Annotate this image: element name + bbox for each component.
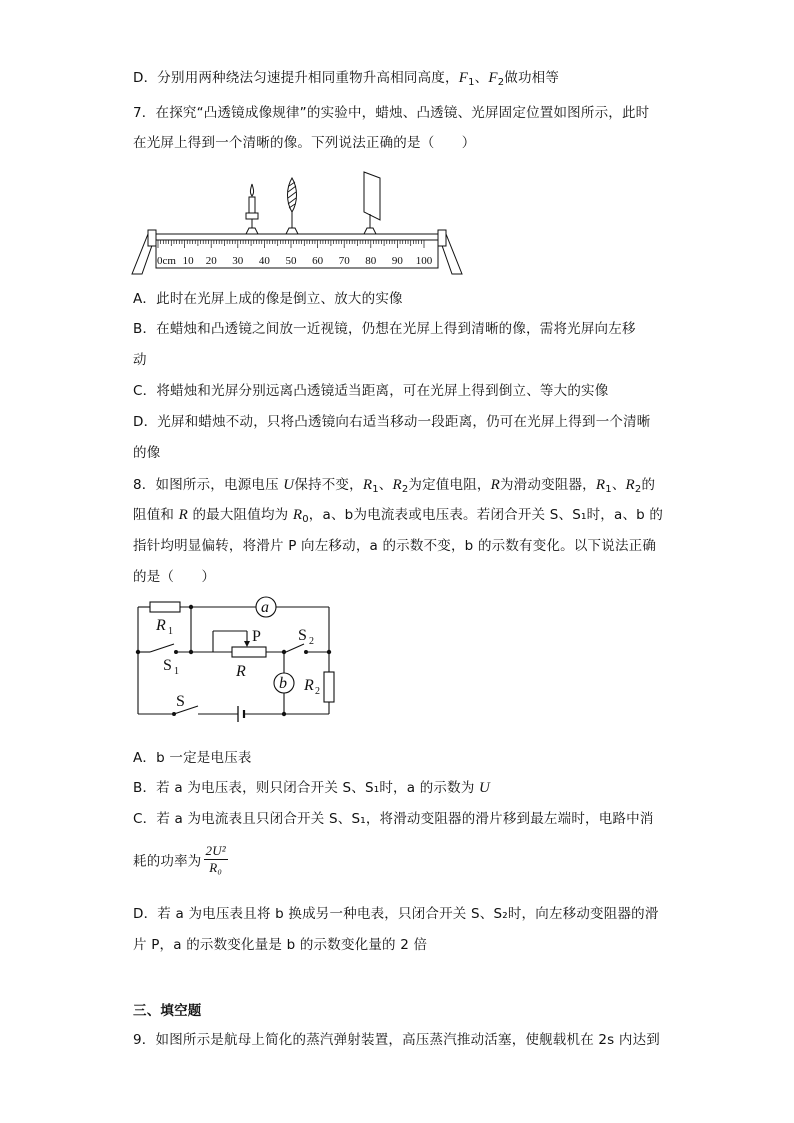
q7-option-c: C．将蜡烛和光屏分别远离凸透镜适当距离，可在光屏上得到倒立、等大的实像 [133, 383, 609, 399]
optical-bench-figure [128, 170, 468, 278]
q8-stem-line2: 阻值和 R 的最大阻值均为 $R_0$，a、b为电流表或电压表。若闭合开关 S、S₁时，a、b 的 [133, 507, 664, 525]
q8-stem-line1: 8．如图所示，电源电压 U保持不变，$R_1$、$R_2$为定值电阻，R为滑动变阻器，$R_1$、$R_2$的 [133, 477, 656, 495]
q7-stem-line1: 7．在探究“凸透镜成像规律”的实验中，蜡烛、凸透镜、光屏固定位置如图所示，此时 [133, 105, 650, 121]
label-r: R [236, 663, 246, 680]
candle [246, 184, 258, 234]
label-s: S [176, 693, 185, 710]
scale-tick-label: 60 [312, 255, 324, 267]
q7-option-b-line1: B．在蜡烛和凸透镜之间放一近视镜，仍想在光屏上得到清晰的像，需将光屏向左移 [133, 321, 636, 337]
label-r2-sub: 2 [315, 686, 320, 697]
label-s2-sub: 2 [309, 636, 314, 647]
scale-tick-label: 10 [182, 255, 194, 267]
convex-lens [286, 178, 298, 234]
label-r2: R [304, 677, 314, 694]
scale-tick-label: 100 [415, 255, 433, 267]
label-s2: S [298, 627, 307, 644]
circuit-diagram [128, 590, 348, 726]
scale-tick-label: 30 [232, 255, 244, 267]
scale-tick-label: 90 [391, 255, 403, 267]
q8-stem-line4: 的是（ ） [133, 569, 216, 585]
scale-tick-label: 70 [338, 255, 350, 267]
scale-tick-label: 80 [365, 255, 377, 267]
scale-origin-label: 0cm [157, 255, 176, 267]
label-p: P [252, 628, 261, 645]
q8-stem-line3: 指针均明显偏转，将滑片 P 向左移动，a 的示数不变，b 的示数有变化。以下说法正确 [133, 538, 657, 554]
scale-tick-label: 40 [258, 255, 270, 267]
meter-a-label: a [261, 599, 269, 616]
meter-b-label: b [279, 675, 287, 692]
q9-stem-line1: 9．如图所示是航母上简化的蒸汽弹射装置，高压蒸汽推动活塞，使舰载机在 2s 内达到 [133, 1032, 660, 1048]
q8-option-d-line2: 片 P，a 的示数变化量是 b 的示数变化量的 2 倍 [133, 937, 428, 953]
label-r1: R [156, 617, 166, 634]
label-s1: S [163, 657, 172, 674]
section-heading: 三、填空题 [133, 1003, 202, 1019]
q7-stem-line2: 在光屏上得到一个清晰的像。下列说法正确的是（ ） [133, 135, 476, 151]
q6-option-d: D．分别用两种绕法匀速提升相同重物升高相同高度，$F_1$、$F_2$做功相等 [133, 70, 560, 88]
q8-option-a: A．b 一定是电压表 [133, 750, 252, 766]
light-screen [364, 172, 380, 234]
q7-option-a: A．此时在光屏上成的像是倒立、放大的实像 [133, 291, 403, 307]
scale-tick-label: 20 [205, 255, 217, 267]
q7-option-d-line1: D．光屏和蜡烛不动，只将凸透镜向右适当移动一段距离，仍可在光屏上得到一个清晰 [133, 414, 651, 430]
q7-option-b-line2: 动 [133, 352, 147, 368]
scale-tick-label: 50 [285, 255, 297, 267]
q8-option-d-line1: D．若 a 为电压表且将 b 换成另一种电表，只闭合开关 S、S₂时，向左移动变阻器的滑 [133, 906, 659, 922]
q8-option-b: B．若 a 为电压表，则只闭合开关 S、S₁时，a 的示数为 U [133, 780, 491, 796]
label-s1-sub: 1 [174, 666, 179, 677]
q8-option-c-line2: 耗的功率为 $\frac{\text{2U²}}{\text{R₀}}$ [133, 843, 226, 875]
label-r1-sub: 1 [168, 626, 173, 637]
q7-option-d-line2: 的像 [133, 445, 161, 461]
q8-option-c-line1: C．若 a 为电流表且只闭合开关 S、S₁，将滑动变阻器的滑片移到最左端时，电路中消 [133, 811, 654, 827]
power-fraction: $\frac{\text{2U²}}{\text{R₀}}$ [205, 843, 226, 875]
